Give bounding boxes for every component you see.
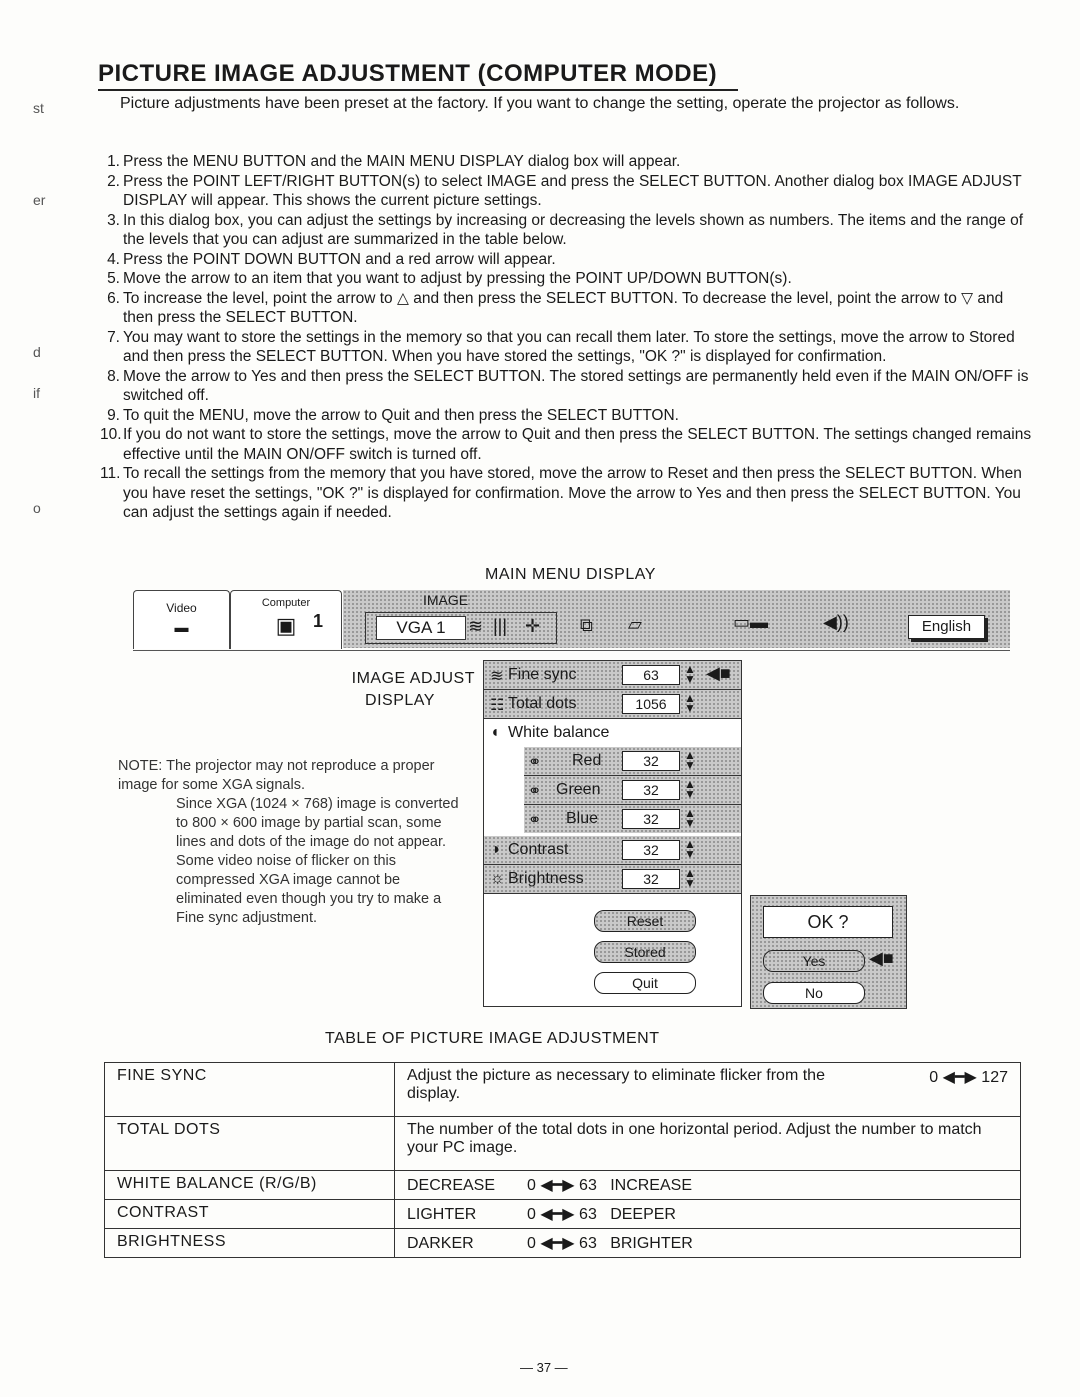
up-down-icon[interactable]: ▲ ▼ (684, 837, 696, 861)
brightness-row[interactable] (484, 865, 741, 894)
item-name: WHITE BALANCE (R/G/B) (105, 1171, 395, 1200)
step-text: To increase the level, point the arrow to △ and then press the SELECT BUTTON. To decrease the level, point the arrow to ▽ and then press the SELECT BUTTON. (123, 289, 1004, 326)
section-label: IMAGE (423, 592, 469, 608)
reset-button[interactable]: Reset (594, 910, 696, 932)
row-value: 32 (622, 751, 680, 771)
stored-button[interactable]: Stored (594, 941, 696, 963)
brightness-icon: ☼ (490, 870, 505, 887)
range-min: 0 (929, 1069, 939, 1086)
step (100, 250, 1035, 270)
green-icon: ⚭ (528, 783, 542, 800)
high-label: BRIGHTER (610, 1235, 693, 1252)
table-row (105, 1117, 1021, 1171)
up-down-icon[interactable]: ▲ ▼ (684, 748, 696, 772)
item-name: FINE SYNC (105, 1063, 395, 1117)
image-adjust-caption: IMAGE ADJUST (351, 670, 475, 687)
note-text: Some video noise of flicker on this compressed XGA image cannot be eliminated even though you try to make a Fine sync adjustment. (176, 853, 442, 926)
table-row (105, 1200, 1021, 1229)
item-desc (395, 1063, 1021, 1117)
step-text: Press the MENU BUTTON and the MAIN MENU DISPLAY dialog box will appear. (123, 153, 681, 170)
step-text: To recall the settings from the memory that you have stored, move the arrow to Reset and then press the SELECT BUTTON. When you have reset the settings, "OK ?" is displayed for confirmation. Move the arrow to Yes and then press the SELECT BUTTON. You can adjust the settings again if needed. (123, 465, 1022, 521)
source-selector[interactable]: VGA 1 (376, 616, 466, 640)
green-row[interactable] (524, 776, 741, 805)
fine-sync-icon[interactable]: ≋ (468, 616, 484, 636)
item-name: CONTRAST (105, 1200, 395, 1229)
range-min: 0 (527, 1177, 536, 1194)
step (100, 328, 1035, 367)
blue-row[interactable] (524, 805, 741, 833)
step-number: 10. (100, 426, 122, 443)
main-menu-display (133, 590, 1010, 651)
tab-label: Computer (261, 597, 311, 609)
step-text: If you do not want to store the settings, move the arrow to Quit and then press the SELECT BUTTON. The settings changed remains effective until the MAIN ON/OFF switch is turned off. (123, 426, 1032, 463)
white-balance-label: White balance (508, 724, 610, 741)
row-label: Fine sync (508, 666, 577, 683)
intro-paragraph: Picture adjustments have been preset at the factory. If you want to change the setting, operate the projector as follows. (120, 95, 960, 112)
red-row[interactable] (524, 747, 741, 776)
contrast-icon: ◑ (490, 841, 500, 858)
step-text: Move the arrow to an item that you want to adjust by pressing the POINT UP/DOWN BUTTON(s). (123, 270, 792, 287)
step (100, 152, 1035, 172)
tab-label: Video (166, 601, 197, 615)
range-max: 127 (981, 1069, 1008, 1086)
video-deck-icon: ▬ (174, 619, 189, 635)
range-min: 0 (527, 1235, 536, 1252)
step (100, 367, 1035, 406)
page-title: PICTURE IMAGE ADJUSTMENT (COMPUTER MODE) (98, 60, 718, 87)
row-label: Brightness (508, 870, 584, 887)
row-value: 32 (622, 840, 680, 860)
step (100, 172, 1035, 211)
table-caption: TABLE OF PICTURE IMAGE ADJUSTMENT (325, 1030, 660, 1047)
step-text: Move the arrow to Yes and then press the SELECT BUTTON. The stored settings are permanently held even if the MAIN ON/OFF is switched off. (123, 367, 1029, 404)
low-label: LIGHTER (407, 1206, 477, 1223)
input-number: 1 (313, 611, 324, 631)
note-label: NOTE: (118, 758, 163, 774)
fine-sync-row[interactable] (484, 661, 741, 690)
range-max: 63 (579, 1235, 597, 1252)
position-icon[interactable]: ✛ (525, 616, 541, 636)
high-label: INCREASE (610, 1177, 692, 1194)
item-name: BRIGHTNESS (105, 1229, 395, 1258)
range-max: 63 (579, 1206, 597, 1223)
row-value: 32 (622, 809, 680, 829)
row-label: Red (572, 752, 602, 769)
sound-icon[interactable]: ◀)) (823, 612, 849, 632)
total-dots-row[interactable] (484, 690, 741, 719)
row-label: Total dots (508, 695, 577, 712)
desc-text: The number of the total dots in one horizontal period. Adjust the number to match your PC image. (395, 1117, 1021, 1171)
step (100, 211, 1035, 250)
margin-fragment: d (33, 344, 41, 360)
step-text: To quit the MENU, move the arrow to Quit and then press the SELECT BUTTON. (123, 406, 679, 424)
table-row (105, 1229, 1021, 1258)
step-number: 4. (107, 250, 120, 268)
row-value: 32 (622, 869, 680, 889)
up-down-icon[interactable]: ▲ ▼ (684, 806, 696, 830)
total-dots-icon[interactable]: ||| (493, 616, 508, 636)
row-value: 32 (622, 780, 680, 800)
step-text: Press the POINT LEFT/RIGHT BUTTON(s) to select IMAGE and press the SELECT BUTTON. Another dialog box IMAGE ADJUST DISPLAY will appear. This shows the current picture settings. (123, 172, 1022, 209)
step (100, 289, 1035, 328)
up-down-icon[interactable]: ▲ ▼ (684, 691, 696, 715)
total-dots-icon: ☷ (490, 697, 505, 714)
pointer-arrow-icon: ◀■ (869, 948, 894, 968)
step-number: 7. (107, 328, 120, 346)
range-max: 63 (579, 1177, 597, 1194)
title-underline (98, 89, 738, 91)
language-selector[interactable]: English (908, 615, 985, 639)
step (100, 425, 1035, 464)
range-min: 0 (527, 1206, 536, 1223)
high-label: DEEPER (610, 1206, 676, 1223)
step-number: 11. (100, 465, 121, 482)
confirm-message: OK ? (763, 906, 893, 938)
row-label: Contrast (508, 841, 569, 858)
adjustment-table (104, 1062, 1021, 1258)
up-down-icon[interactable]: ▲ ▼ (684, 662, 696, 686)
item-desc: DARKER 0 ◀━▶ 63 BRIGHTER (395, 1229, 1021, 1258)
picture-icon[interactable]: ▱ (628, 614, 642, 634)
main-menu-caption: MAIN MENU DISPLAY (485, 566, 656, 583)
row-value: 63 (622, 665, 680, 685)
step-text: You may want to store the settings in the memory so that you can recall them later. To store the settings, move the arrow to Stored and then press the SELECT BUTTON. When you have stored the settings, "OK ?" is displayed for confirmation. (123, 328, 1015, 365)
step (100, 464, 1035, 523)
table-row (105, 1171, 1021, 1200)
screen-icon[interactable]: ⧉ (580, 615, 593, 635)
step-text: In this dialog box, you can adjust the settings by increasing or decreasing the levels shown as numbers. The items and the range of the levels that you can adjust are summarized in the table below. (123, 211, 1024, 248)
step (100, 269, 1035, 289)
table-row (105, 1063, 1021, 1117)
row-value: 1056 (622, 694, 680, 714)
step-number: 9. (107, 406, 120, 424)
low-label: DECREASE (407, 1177, 496, 1194)
quit-button[interactable]: Quit (594, 972, 696, 994)
step (100, 406, 1035, 426)
no-button[interactable]: No (763, 982, 865, 1004)
projector-icon[interactable]: ▭▬ (733, 612, 769, 632)
step-number: 6. (107, 289, 120, 307)
margin-fragment: st (33, 100, 44, 116)
margin-fragment: o (33, 500, 41, 516)
margin-fragment: if (33, 385, 40, 401)
red-icon: ⚭ (528, 754, 542, 771)
note (118, 757, 460, 928)
contrast-row[interactable] (484, 836, 741, 865)
steps-list (100, 152, 1035, 523)
step-number: 2. (107, 172, 120, 190)
blue-icon: ⚭ (528, 812, 542, 829)
low-label: DARKER (407, 1235, 474, 1252)
image-adjust-display (483, 660, 742, 1007)
up-down-icon[interactable]: ▲ ▼ (684, 866, 696, 890)
range: 0 ◀━▶ 127 (929, 1069, 1008, 1086)
up-down-icon[interactable]: ▲ ▼ (684, 777, 696, 801)
item-name: TOTAL DOTS (105, 1117, 395, 1171)
fine-sync-icon: ≋ (490, 668, 504, 685)
yes-button[interactable]: Yes (763, 950, 865, 972)
item-desc: LIGHTER 0 ◀━▶ 63 DEEPER (395, 1200, 1021, 1229)
note-text: Since XGA (1024 × 768) image is converted to 800 × 600 image by partial scan, some lines and dots of the image do not appear. (176, 796, 459, 850)
step-number: 5. (107, 270, 120, 287)
tab-computer[interactable] (230, 590, 342, 649)
computer-icon: ▣ (275, 613, 297, 638)
step-text: Press the POINT DOWN BUTTON and a red arrow will appear. (123, 250, 556, 268)
step-number: 8. (107, 367, 120, 385)
page-number: — 37 — (520, 1360, 568, 1375)
image-adjust-caption: DISPLAY (365, 692, 435, 709)
white-balance-icon: ◖ (490, 724, 500, 741)
note-text: The projector may not reproduce a proper image for some XGA signals. (118, 758, 435, 793)
step-number: 1. (107, 153, 120, 170)
pointer-arrow-icon: ◀■ (706, 663, 731, 683)
tab-video[interactable] (133, 590, 230, 649)
row-label: Green (556, 781, 601, 798)
desc-text: Adjust the picture as necessary to eliminate flicker from the display. (407, 1067, 825, 1102)
row-label: Blue (566, 810, 599, 827)
item-desc: DECREASE 0 ◀━▶ 63 INCREASE (395, 1171, 1021, 1200)
step-number: 3. (107, 211, 120, 229)
confirm-dialog (750, 895, 907, 1009)
margin-fragment: er (33, 192, 46, 208)
